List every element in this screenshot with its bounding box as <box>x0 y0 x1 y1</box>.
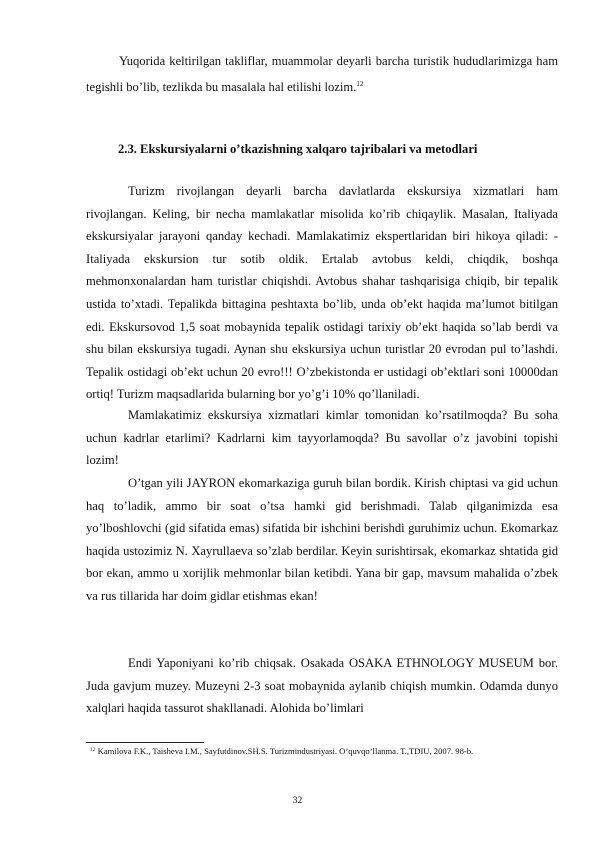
paragraph-italy: Turizm rivojlangan deyarli barcha davlatlarda ekskursiya xizmatlari ham rivojlangan. Keling, bir necha mamlakatlar misolida ko’rib chiqaylik. Masalan, Italiyada ekskursiyalar jarayoni qanday kechadi. Mamlakatimiz ekspertlaridan biri hikoya qiladi: - Italiyada ekskursion tur sotib oldik. Ertalab avtobus keldi, chiqdik, boshqa mehmonxonalardan ham turistlar chiqishdi. Avtobus shahar tashqarisiga chiqib, bir tepalik ustida to’xtadi. Tepalikda bittagina peshtaxta bo’lib, unda ob’ekt haqida ma’lumot bitilgan edi. Ekskursovod 1,5 soat mobaynida tepalik ostidagi tarixiy ob’ekt haqida so’lab berdi va shu bilan ekskursiya tugadi. Aynan shu ekskursiya uchun turistlar 20 evrodan pul to’lashdi. Tepalik ostidagi ob’ekt uchun 20 evro!!! O’zbekistonda er ustidagi ob’ektlari soni 10000dan ortiq! Turizm maqsadlarida bularning bor yo’g’i 10% qo’llaniladi. <box>86 184 558 402</box>
footnote-divider <box>86 742 204 743</box>
paragraph-questions: Mamlakatimiz ekskursiya xizmatlari kimlar tomonidan ko’rsatilmoqda? Bu soha uchun kadrlar etarlimi? Kadrlarni kim tayyorlamoqda? Bu savollar o’z javobini topishi lozim! <box>86 408 558 468</box>
footnote: $^{12}$ Kamilova F.K., Taisheva I.M., Sayfutdinov.SH.S. Turizmindustriyasi. O’quvqo’llanma. T.,TDIU, 2007. 98-b. <box>90 746 474 756</box>
section-heading: 2.3. Ekskursiyalarni o’tkazishning xalqaro tajribalari va metodlari <box>118 142 478 156</box>
footnote-ref: 12 <box>356 79 364 88</box>
page-number: 32 <box>292 796 303 806</box>
paragraph-intro: Yuqorida keltirilgan takliflar, muammolar deyarli barcha turistik hududlarimizga ham tegishli bo’lib, tezlikda bu masalala hal etilishi lozim.$^{12}$ <box>86 54 558 94</box>
paragraph-jayron: O’tgan yili JAYRON ekomarkaziga guruh bilan bordik. Kirish chiptasi va gid uchun haq to’ladik, ammo bir soat o’tsa hamki gid berishmadi. Talab qilganimizda esa yo’lboshlovchi (gid sifatida emas) sifatida bir ishchini berishdi guruhimiz uchun. Ekomarkaz haqida ustozimiz N. Xayrullaeva so’zlab berdilar. Keyin surishtirsak, ekomarkaz shtatida gid bor ekan, ammo u xorijlik mehmonlar bilan ketibdi. Yana bir gap, mavsum mahalida o’zbek va rus tillarida har doim gidlar etishmas ekan! <box>86 476 558 603</box>
paragraph-japan: Endi Yaponiyani ko’rib chiqsak. Osakada OSAKA ETHNOLOGY MUSEUM bor. Juda gavjum muzey. Muzeyni 2-3 soat mobaynida aylanib chiqish mumkin. Odamda dunyo xalqlari haqida tassurot shakllanadi. Alohida bo’limlari <box>86 656 558 716</box>
